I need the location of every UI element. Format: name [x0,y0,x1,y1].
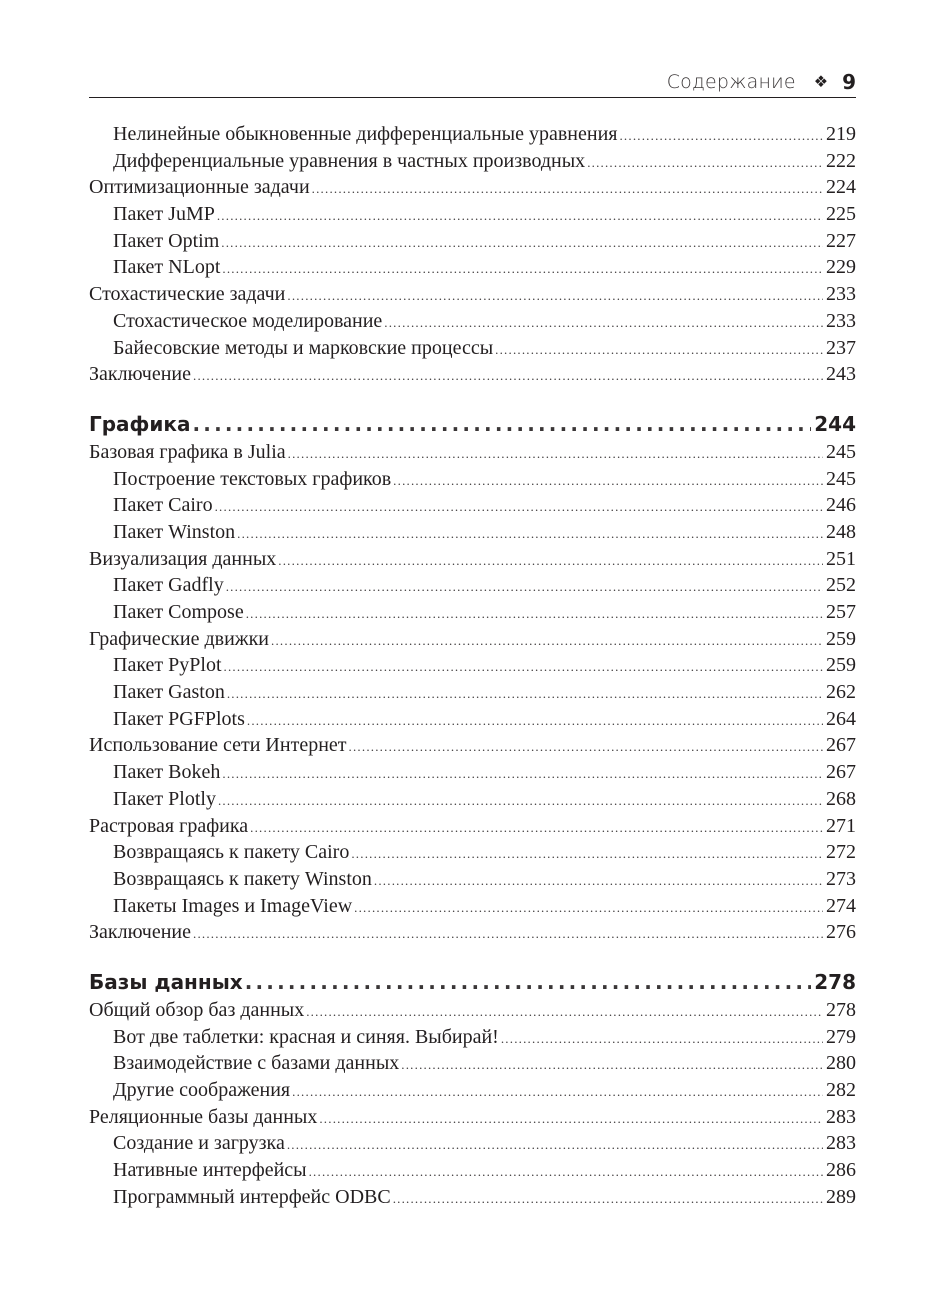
toc-subsection-entry[interactable] [89,308,856,335]
entry-page: 233 [826,309,856,332]
entry-page: 245 [826,440,856,463]
dot-leader [384,310,823,337]
entry-title: Базовая графика в Julia [89,440,286,463]
entry-page: 283 [826,1105,856,1128]
entry-title: Вот две таблетки: красная и синяя. Выбирай! [113,1025,499,1048]
entry-page: 225 [826,203,856,226]
entry-page: 259 [826,627,856,650]
entry-title: Байесовские методы и марковские процессы [113,336,494,359]
dot-leader [287,283,823,310]
entry-page: 229 [826,256,856,279]
dot-leader [271,628,823,655]
dot-leader [193,363,823,390]
entry-page: 286 [826,1159,856,1182]
entry-title: Растровая графика [89,814,249,837]
entry-page: 224 [826,176,856,199]
dot-leader [288,441,823,468]
entry-page: 243 [826,363,856,386]
toc-section-entry[interactable] [89,997,856,1024]
entry-title: Пакет JuMP [113,203,215,226]
dot-leader [278,548,823,575]
entry-title: Пакет PyPlot [113,654,222,677]
running-header-title: Содержание [666,70,796,93]
dot-leader [374,868,823,895]
toc-subsection-entry[interactable] [89,201,856,228]
entry-title: Другие соображения [113,1079,291,1101]
entry-title: Создание и загрузка [113,1132,285,1155]
dot-leader [247,708,823,735]
entry-title: Стохастическое моделирование [113,309,383,332]
entry-title: Стохастические задачи [89,283,286,306]
diamond-ornament-icon: ❖ [813,72,829,91]
entry-title: Пакет Plotly [113,787,216,810]
toc-chapter-graphics[interactable] [89,409,856,439]
dot-leader [221,230,823,257]
dot-leader [501,1026,823,1053]
entry-title: Пакет PGFPlots [113,707,245,730]
toc-section-entry[interactable] [89,361,856,388]
toc-section-entry[interactable] [89,813,856,840]
toc-subsection-entry[interactable] [89,706,856,733]
dot-leader [292,1079,823,1106]
toc-section-entry[interactable] [89,281,856,308]
entry-page: 274 [826,894,856,917]
entry-title: Построение текстовых графиков [113,467,392,490]
entry-page: 267 [826,761,856,784]
entry-title: Пакет Cairo [113,494,213,517]
toc-section-entry[interactable] [89,546,856,573]
entry-title: Пакет Gadfly [113,574,224,597]
entry-page: 264 [826,707,856,730]
toc-section-entry[interactable] [89,439,856,466]
entry-title: Программный интерфейс ODBC [113,1185,391,1208]
dot-leader [245,967,812,997]
toc-subsection-entry[interactable] [89,839,856,866]
dot-leader [222,761,823,788]
entry-page: 282 [826,1079,856,1101]
toc-section-entry[interactable] [89,1104,856,1131]
dot-leader [309,1159,823,1186]
toc-subsection-entry[interactable] [89,893,856,920]
toc-subsection-entry[interactable] [89,1024,856,1051]
entry-page: 219 [826,123,856,145]
entry-page: 289 [826,1185,856,1208]
entry-page: 262 [826,681,856,704]
toc-subsection-entry[interactable] [89,1130,856,1157]
entry-title: Оптимизационные задачи [89,176,310,199]
toc-subsection-entry[interactable] [89,786,856,813]
toc-subsection-entry[interactable] [89,599,856,626]
entry-page: 246 [826,494,856,517]
running-header [89,66,856,98]
toc-subsection-entry[interactable] [89,1077,856,1104]
toc-subsection-entry[interactable] [89,335,856,362]
entry-page: 233 [826,283,856,306]
dot-leader [306,999,823,1026]
dot-leader [192,409,811,439]
toc-subsection-entry[interactable] [89,466,856,493]
entry-title: Пакет Optim [113,229,220,252]
entry-page: 259 [826,654,856,677]
toc-subsection-entry[interactable] [89,492,856,519]
toc-section-entry[interactable] [89,732,856,759]
entry-title: Заключение [89,363,191,386]
entry-title: Пакет Gaston [113,681,225,704]
dot-leader [226,574,823,601]
entry-title: Возвращаясь к пакету Winston [113,867,372,890]
chapter-page: 278 [814,969,856,994]
chapter-title: Базы данных [89,969,243,994]
toc-subsection-entry[interactable] [89,572,856,599]
dot-leader [287,1132,823,1159]
toc-subsection-entry[interactable] [89,759,856,786]
entry-title: Пакеты Images и ImageView [113,894,353,917]
dot-leader [401,1052,823,1079]
dot-leader [354,895,823,922]
entry-page: 248 [826,520,856,543]
entry-page: 245 [826,467,856,490]
dot-leader [215,494,823,521]
entry-title: Общий обзор баз данных [89,998,305,1021]
toc-subsection-entry[interactable] [89,652,856,679]
dot-leader [349,734,823,761]
toc-subsection-entry[interactable] [89,148,856,175]
dot-leader [218,788,823,815]
entry-title: Пакет Compose [113,601,244,623]
chapter-spacer [89,946,856,967]
entry-title: Пакет Winston [113,520,236,543]
dot-leader [312,176,823,203]
toc-subsection-entry[interactable] [89,121,856,148]
toc-chapter-databases[interactable] [89,967,856,997]
entry-page: 251 [826,547,856,570]
entry-title: Нелинейные обыкновенные дифференциальные уравнения [113,123,618,145]
dot-leader [227,681,823,708]
entry-title: Графические движки [89,627,270,650]
dot-leader [319,1106,823,1133]
entry-title: Взаимодействие с базами данных [113,1052,400,1075]
dot-leader [250,815,823,842]
entry-title: Заключение [89,921,191,944]
dot-leader [222,256,823,283]
entry-page: 267 [826,734,856,757]
dot-leader [619,123,823,150]
dot-leader [495,337,823,364]
entry-title: Реляционные базы данных [89,1105,318,1128]
entry-page: 278 [826,998,856,1021]
entry-page: 271 [826,814,856,837]
entry-page: 257 [826,601,856,623]
dot-leader [246,601,823,628]
dot-leader [393,1186,823,1213]
chapter-title: Графика [89,411,191,436]
table-of-contents [89,121,856,1210]
dot-leader [193,921,823,948]
toc-subsection-entry[interactable] [89,679,856,706]
toc-subsection-entry[interactable] [89,254,856,281]
entry-title: Пакет NLopt [113,256,221,279]
toc-section-entry[interactable] [89,919,856,946]
entry-title: Визуализация данных [89,547,277,570]
toc-subsection-entry[interactable] [89,866,856,893]
toc-subsection-entry[interactable] [89,519,856,546]
dot-leader [351,841,823,868]
entry-page: 252 [826,574,856,597]
entry-title: Использование сети Интернет [89,734,347,757]
dot-leader [237,521,823,548]
dot-leader [224,654,823,681]
dot-leader [587,150,823,177]
entry-title: Пакет Bokeh [113,761,221,784]
toc-subsection-entry[interactable] [89,1157,856,1184]
entry-page: 268 [826,787,856,810]
entry-page: 276 [826,921,856,944]
entry-page: 227 [826,229,856,252]
dot-leader [217,203,823,230]
entry-title: Нативные интерфейсы [113,1159,307,1182]
entry-page: 222 [826,149,856,172]
dot-leader [393,468,823,495]
entry-page: 279 [826,1025,856,1048]
entry-page: 272 [826,841,856,864]
entry-title: Дифференциальные уравнения в частных производных [113,149,586,172]
entry-page: 283 [826,1132,856,1155]
toc-section-entry[interactable] [89,626,856,653]
toc-block-1 [89,121,856,388]
toc-block-2 [89,439,856,946]
page-number: 9 [842,69,856,94]
entry-page: 237 [826,336,856,359]
toc-block-3 [89,997,856,1211]
chapter-spacer [89,388,856,409]
entry-page: 273 [826,867,856,890]
toc-section-entry[interactable] [89,174,856,201]
toc-subsection-entry[interactable] [89,1050,856,1077]
toc-subsection-entry[interactable] [89,228,856,255]
chapter-page: 244 [814,411,856,436]
entry-title: Возвращаясь к пакету Cairo [113,841,350,864]
toc-subsection-entry[interactable] [89,1184,856,1211]
entry-page: 280 [826,1052,856,1075]
